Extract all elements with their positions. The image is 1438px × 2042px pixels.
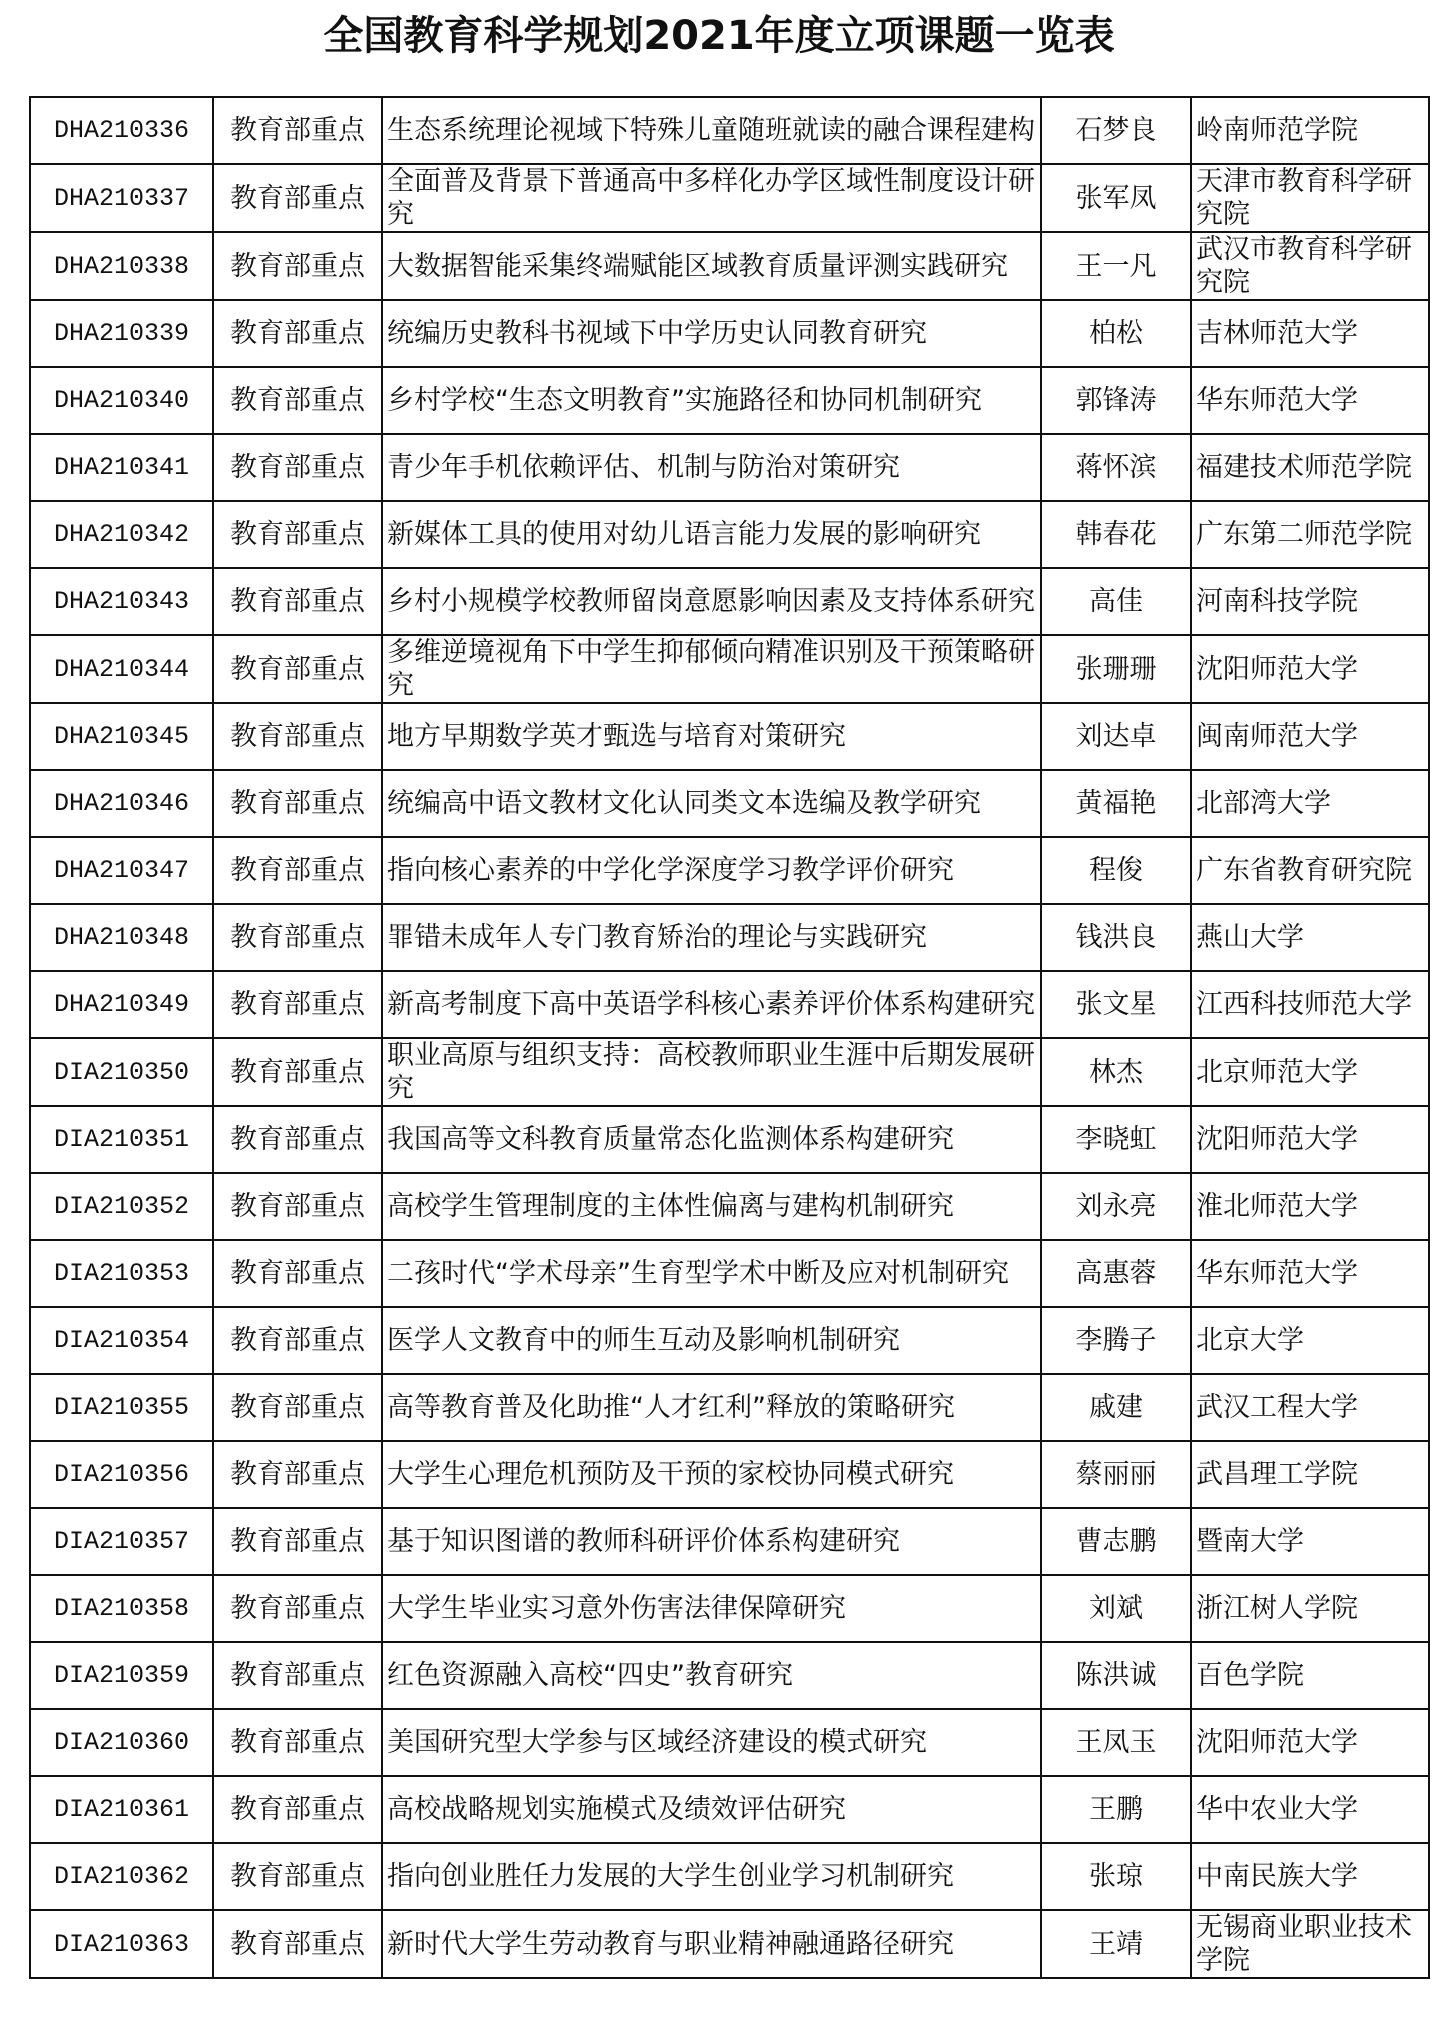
principal-name-cell: 王靖 [1041,1910,1191,1978]
principal-name-cell: 石梦良 [1041,97,1191,164]
institution-cell: 江西科技师范大学 [1191,971,1429,1038]
project-topic-cell: 罪错未成年人专门教育矫治的理论与实践研究 [382,904,1041,971]
project-topic-cell: 大学生毕业实习意外伤害法律保障研究 [382,1575,1041,1642]
project-topic-cell: 高校学生管理制度的主体性偏离与建构机制研究 [382,1173,1041,1240]
project-type-cell: 教育部重点 [213,434,382,501]
project-id-cell: DIA210359 [30,1642,213,1709]
principal-name-cell: 张军凤 [1041,164,1191,232]
principal-name-cell: 李腾子 [1041,1307,1191,1374]
project-id-cell: DIA210363 [30,1910,213,1978]
institution-cell: 浙江树人学院 [1191,1575,1429,1642]
project-id-cell: DHA210348 [30,904,213,971]
project-type-cell: 教育部重点 [213,300,382,367]
table-row [30,1038,1429,1106]
project-type-cell: 教育部重点 [213,971,382,1038]
project-topic-cell: 新高考制度下高中英语学科核心素养评价体系构建研究 [382,971,1041,1038]
project-topic-cell: 地方早期数学英才甄选与培育对策研究 [382,703,1041,770]
principal-name-cell: 钱洪良 [1041,904,1191,971]
institution-cell: 淮北师范大学 [1191,1173,1429,1240]
table-row [30,904,1429,971]
principal-name-cell: 黄福艳 [1041,770,1191,837]
project-type-cell: 教育部重点 [213,1776,382,1843]
principal-name-cell: 韩春花 [1041,501,1191,568]
project-type-cell: 教育部重点 [213,501,382,568]
project-type-cell: 教育部重点 [213,1642,382,1709]
table-row [30,770,1429,837]
table-row [30,1642,1429,1709]
project-topic-cell: 乡村小规模学校教师留岗意愿影响因素及支持体系研究 [382,568,1041,635]
table-row [30,635,1429,703]
project-type-cell: 教育部重点 [213,1240,382,1307]
project-id-cell: DHA210341 [30,434,213,501]
project-id-cell: DIA210351 [30,1106,213,1173]
project-id-cell: DIA210352 [30,1173,213,1240]
institution-cell: 吉林师范大学 [1191,300,1429,367]
principal-name-cell: 刘达卓 [1041,703,1191,770]
table-row [30,1776,1429,1843]
project-type-cell: 教育部重点 [213,232,382,300]
project-topic-cell: 高等教育普及化助推“人才红利”释放的策略研究 [382,1374,1041,1441]
project-id-cell: DHA210349 [30,971,213,1038]
table-row [30,1374,1429,1441]
project-topic-cell: 全面普及背景下普通高中多样化办学区域性制度设计研究 [382,164,1041,232]
project-type-cell: 教育部重点 [213,635,382,703]
project-type-cell: 教育部重点 [213,1843,382,1910]
table-row [30,1240,1429,1307]
project-id-cell: DIA210354 [30,1307,213,1374]
table-row [30,1709,1429,1776]
project-id-cell: DHA210340 [30,367,213,434]
project-topic-cell: 青少年手机依赖评估、机制与防治对策研究 [382,434,1041,501]
project-id-cell: DIA210361 [30,1776,213,1843]
principal-name-cell: 高佳 [1041,568,1191,635]
project-topic-cell: 统编高中语文教材文化认同类文本选编及教学研究 [382,770,1041,837]
project-type-cell: 教育部重点 [213,904,382,971]
project-type-cell: 教育部重点 [213,837,382,904]
principal-name-cell: 李晓虹 [1041,1106,1191,1173]
project-topic-cell: 乡村学校“生态文明教育”实施路径和协同机制研究 [382,367,1041,434]
project-id-cell: DIA210357 [30,1508,213,1575]
project-type-cell: 教育部重点 [213,1038,382,1106]
table-row [30,1575,1429,1642]
institution-cell: 暨南大学 [1191,1508,1429,1575]
principal-name-cell: 张文星 [1041,971,1191,1038]
table-row [30,1441,1429,1508]
table-row [30,434,1429,501]
institution-cell: 北京大学 [1191,1307,1429,1374]
project-topic-cell: 医学人文教育中的师生互动及影响机制研究 [382,1307,1041,1374]
institution-cell: 沈阳师范大学 [1191,1709,1429,1776]
principal-name-cell: 蒋怀滨 [1041,434,1191,501]
institution-cell: 河南科技学院 [1191,568,1429,635]
table-row [30,703,1429,770]
project-topic-cell: 统编历史教科书视域下中学历史认同教育研究 [382,300,1041,367]
project-id-cell: DHA210338 [30,232,213,300]
project-topic-cell: 新媒体工具的使用对幼儿语言能力发展的影响研究 [382,501,1041,568]
project-type-cell: 教育部重点 [213,1441,382,1508]
project-topic-cell: 高校战略规划实施模式及绩效评估研究 [382,1776,1041,1843]
principal-name-cell: 王鹏 [1041,1776,1191,1843]
project-table [29,96,1430,1979]
project-topic-cell: 新时代大学生劳动教育与职业精神融通路径研究 [382,1910,1041,1978]
table-row [30,1508,1429,1575]
project-id-cell: DIA210358 [30,1575,213,1642]
institution-cell: 岭南师范学院 [1191,97,1429,164]
table-row [30,1843,1429,1910]
institution-cell: 广东第二师范学院 [1191,501,1429,568]
principal-name-cell: 刘永亮 [1041,1173,1191,1240]
project-id-cell: DHA210346 [30,770,213,837]
institution-cell: 闽南师范大学 [1191,703,1429,770]
project-id-cell: DIA210355 [30,1374,213,1441]
institution-cell: 武汉市教育科学研究院 [1191,232,1429,300]
project-id-cell: DHA210343 [30,568,213,635]
principal-name-cell: 高惠蓉 [1041,1240,1191,1307]
table-row [30,1173,1429,1240]
principal-name-cell: 陈洪诚 [1041,1642,1191,1709]
project-id-cell: DIA210356 [30,1441,213,1508]
project-id-cell: DIA210362 [30,1843,213,1910]
project-type-cell: 教育部重点 [213,1508,382,1575]
project-topic-cell: 指向核心素养的中学化学深度学习教学评价研究 [382,837,1041,904]
principal-name-cell: 刘斌 [1041,1575,1191,1642]
table-row [30,568,1429,635]
institution-cell: 中南民族大学 [1191,1843,1429,1910]
project-type-cell: 教育部重点 [213,703,382,770]
project-topic-cell: 红色资源融入高校“四史”教育研究 [382,1642,1041,1709]
project-id-cell: DIA210350 [30,1038,213,1106]
institution-cell: 北京师范大学 [1191,1038,1429,1106]
project-type-cell: 教育部重点 [213,1307,382,1374]
principal-name-cell: 王凤玉 [1041,1709,1191,1776]
institution-cell: 广东省教育研究院 [1191,837,1429,904]
project-topic-cell: 美国研究型大学参与区域经济建设的模式研究 [382,1709,1041,1776]
institution-cell: 武昌理工学院 [1191,1441,1429,1508]
project-id-cell: DIA210353 [30,1240,213,1307]
project-type-cell: 教育部重点 [213,1106,382,1173]
project-topic-cell: 大数据智能采集终端赋能区域教育质量评测实践研究 [382,232,1041,300]
institution-cell: 天津市教育科学研究院 [1191,164,1429,232]
project-topic-cell: 指向创业胜任力发展的大学生创业学习机制研究 [382,1843,1041,1910]
table-row [30,300,1429,367]
table-row [30,97,1429,164]
table-row [30,164,1429,232]
principal-name-cell: 柏松 [1041,300,1191,367]
project-topic-cell: 基于知识图谱的教师科研评价体系构建研究 [382,1508,1041,1575]
principal-name-cell: 曹志鹏 [1041,1508,1191,1575]
institution-cell: 华中农业大学 [1191,1776,1429,1843]
project-type-cell: 教育部重点 [213,770,382,837]
table-row [30,1910,1429,1978]
institution-cell: 武汉工程大学 [1191,1374,1429,1441]
table-row [30,1307,1429,1374]
project-type-cell: 教育部重点 [213,1575,382,1642]
project-table-body [30,97,1429,1978]
principal-name-cell: 王一凡 [1041,232,1191,300]
principal-name-cell: 程俊 [1041,837,1191,904]
principal-name-cell: 张珊珊 [1041,635,1191,703]
table-row [30,1106,1429,1173]
table-row [30,501,1429,568]
project-id-cell: DHA210342 [30,501,213,568]
project-topic-cell: 大学生心理危机预防及干预的家校协同模式研究 [382,1441,1041,1508]
project-topic-cell: 二孩时代“学术母亲”生育型学术中断及应对机制研究 [382,1240,1041,1307]
project-type-cell: 教育部重点 [213,1374,382,1441]
project-type-cell: 教育部重点 [213,568,382,635]
project-type-cell: 教育部重点 [213,164,382,232]
table-row [30,367,1429,434]
project-id-cell: DHA210337 [30,164,213,232]
principal-name-cell: 蔡丽丽 [1041,1441,1191,1508]
project-id-cell: DHA210344 [30,635,213,703]
principal-name-cell: 戚建 [1041,1374,1191,1441]
project-type-cell: 教育部重点 [213,97,382,164]
institution-cell: 华东师范大学 [1191,1240,1429,1307]
institution-cell: 沈阳师范大学 [1191,1106,1429,1173]
project-topic-cell: 多维逆境视角下中学生抑郁倾向精准识别及干预策略研究 [382,635,1041,703]
table-row [30,837,1429,904]
project-type-cell: 教育部重点 [213,367,382,434]
principal-name-cell: 林杰 [1041,1038,1191,1106]
project-type-cell: 教育部重点 [213,1910,382,1978]
institution-cell: 沈阳师范大学 [1191,635,1429,703]
institution-cell: 北部湾大学 [1191,770,1429,837]
institution-cell: 华东师范大学 [1191,367,1429,434]
project-topic-cell: 生态系统理论视域下特殊儿童随班就读的融合课程建构 [382,97,1041,164]
institution-cell: 福建技术师范学院 [1191,434,1429,501]
page-title: 全国教育科学规划2021年度立项课题一览表 [323,13,1115,59]
principal-name-cell: 张琼 [1041,1843,1191,1910]
institution-cell: 无锡商业职业技术学院 [1191,1910,1429,1978]
project-topic-cell: 职业高原与组织支持：高校教师职业生涯中后期发展研究 [382,1038,1041,1106]
project-id-cell: DHA210336 [30,97,213,164]
project-type-cell: 教育部重点 [213,1173,382,1240]
project-topic-cell: 我国高等文科教育质量常态化监测体系构建研究 [382,1106,1041,1173]
project-id-cell: DHA210345 [30,703,213,770]
principal-name-cell: 郭锋涛 [1041,367,1191,434]
institution-cell: 百色学院 [1191,1642,1429,1709]
table-row [30,232,1429,300]
project-id-cell: DHA210339 [30,300,213,367]
project-type-cell: 教育部重点 [213,1709,382,1776]
institution-cell: 燕山大学 [1191,904,1429,971]
project-id-cell: DIA210360 [30,1709,213,1776]
table-row [30,971,1429,1038]
project-id-cell: DHA210347 [30,837,213,904]
